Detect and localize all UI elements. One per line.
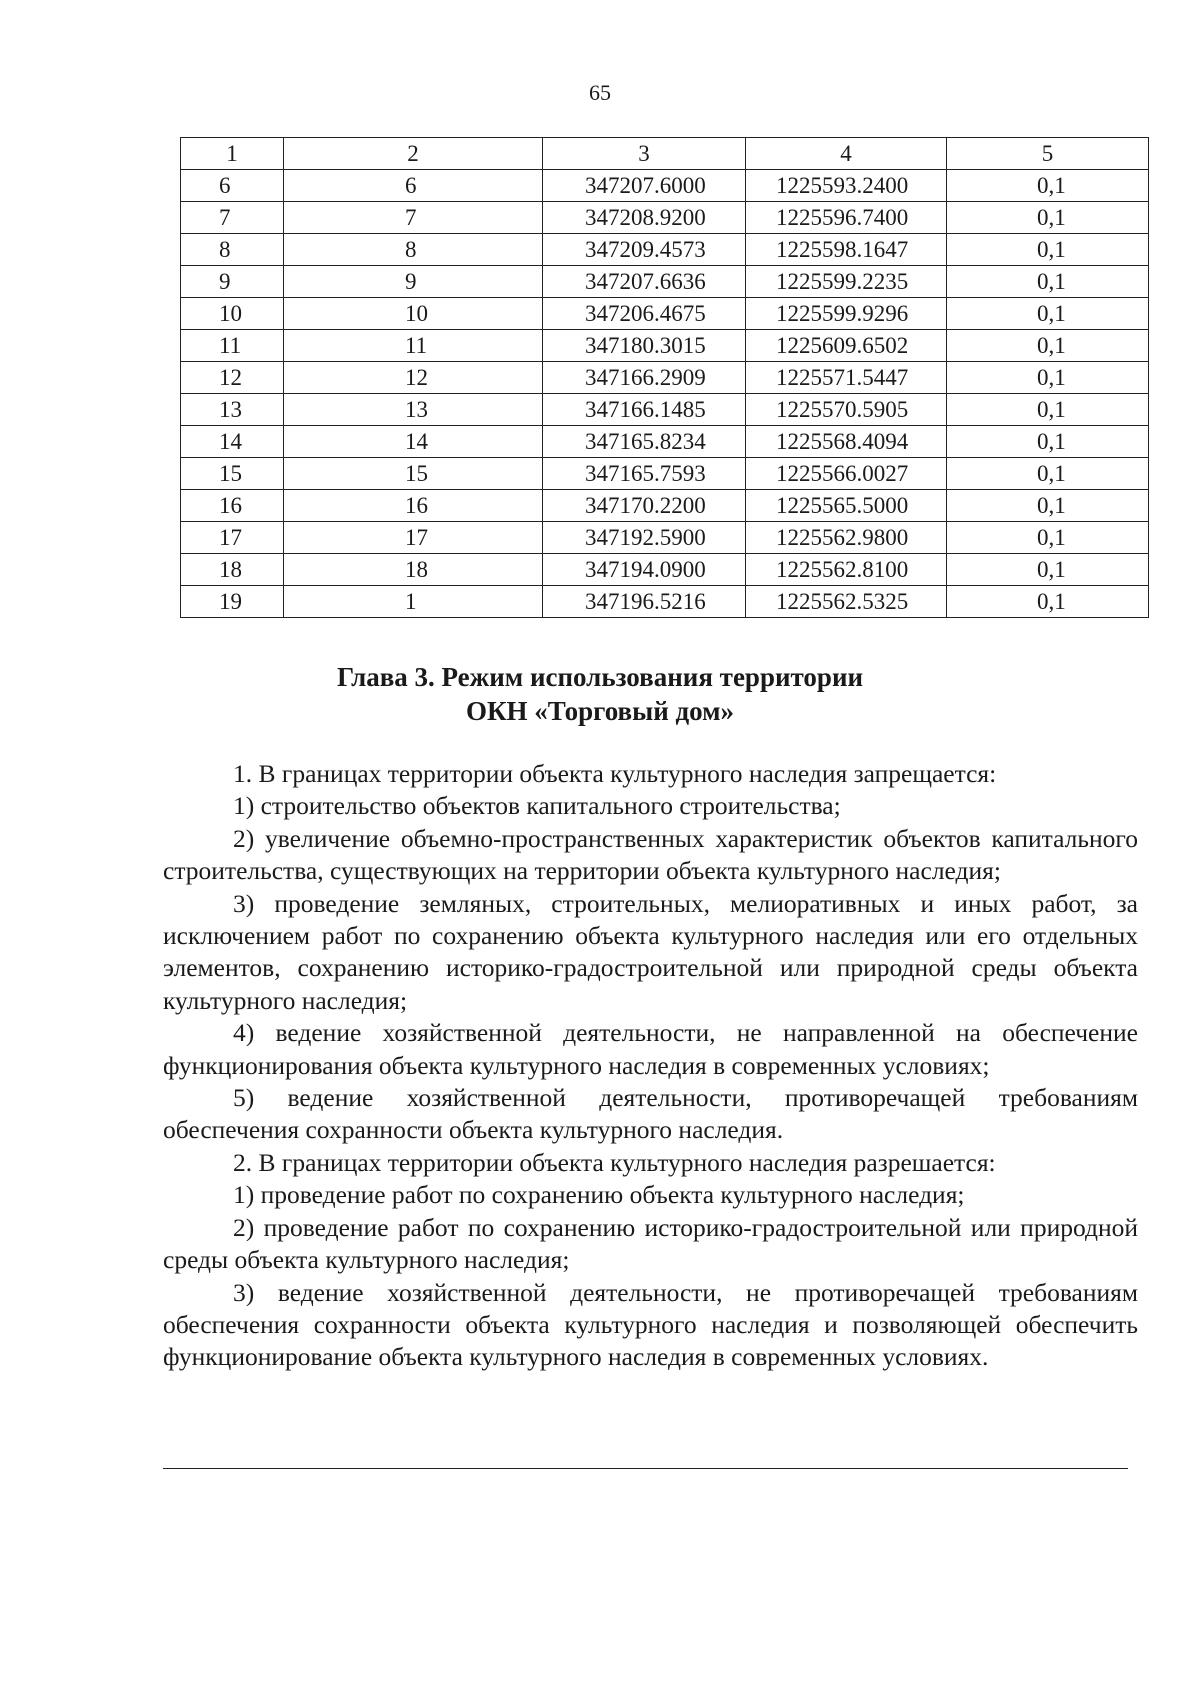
table-cell: 347165.8234: [543, 426, 746, 458]
header-cell: 4: [746, 138, 947, 170]
table-cell: 1225593.2400: [746, 170, 947, 202]
table-cell: 16: [181, 490, 284, 522]
paragraph: 4) ведение хозяйственной деятельности, не направленной на обеспечение функционирования объекта культурного наследия в современных условиях;: [163, 1018, 1138, 1080]
paragraph: 2) увеличение объемно-пространственных характеристик объектов капитального строительства, существующих на территории объекта культурного наследия;: [163, 823, 1138, 886]
table-cell: 0,1: [947, 330, 1149, 362]
table-cell: 1225598.1647: [746, 234, 947, 266]
table-row: [181, 362, 1149, 394]
table-cell: 0,1: [947, 170, 1149, 202]
table-cell: 9: [181, 266, 284, 298]
header-cell: 2: [284, 138, 543, 170]
paragraph: 3) ведение хозяйственной деятельности, не противоречащей требованиям обеспечения сохранности объекта культурного наследия и позволяющей обеспечить функционирование объекта культурного наследия в современных условиях.: [163, 1277, 1138, 1372]
table-cell: 10: [181, 298, 284, 330]
table-cell: 14: [284, 426, 543, 458]
table-cell: 0,1: [947, 202, 1149, 234]
table-cell: 16: [284, 490, 543, 522]
table-cell: 1225562.8100: [746, 554, 947, 586]
table-row: [181, 586, 1149, 618]
table-cell: 6: [181, 170, 284, 202]
table-cell: 347192.5900: [543, 522, 746, 554]
header-cell: 3: [543, 138, 746, 170]
table-cell: 347206.4675: [543, 298, 746, 330]
table-cell: 0,1: [947, 458, 1149, 490]
table-cell: 13: [284, 394, 543, 426]
table-cell: 347196.5216: [543, 586, 746, 618]
table-cell: 0,1: [947, 554, 1149, 586]
table-cell: 13: [181, 394, 284, 426]
table-row: [181, 298, 1149, 330]
table-header-row: [181, 138, 1149, 170]
paragraph: 2. В границах территории объекта культурного наследия разрешается:: [233, 1147, 996, 1177]
table-row: [181, 522, 1149, 554]
paragraph: 2) проведение работ по сохранению историко-градостроительной или природной среды объекта культурного наследия;: [163, 1212, 1138, 1275]
table-cell: 11: [284, 330, 543, 362]
table-row: [181, 554, 1149, 586]
table-cell: 17: [284, 522, 543, 554]
coordinates-table: [180, 137, 1149, 618]
table-row: [181, 330, 1149, 362]
table-cell: 0,1: [947, 298, 1149, 330]
table-cell: 1225568.4094: [746, 426, 947, 458]
table-cell: 0,1: [947, 490, 1149, 522]
table-cell: 8: [181, 234, 284, 266]
table-row: [181, 426, 1149, 458]
table-cell: 7: [181, 202, 284, 234]
paragraph: 3) проведение земляных, строительных, мелиоративных и иных работ, за исключением работ по сохранению объекта культурного наследия или его отдельных элементов, сохранению историко-градостроительной или природной среды объекта культурного наследия;: [163, 888, 1138, 1015]
table-cell: 347166.2909: [543, 362, 746, 394]
table-cell: 0,1: [947, 362, 1149, 394]
table-cell: 6: [284, 170, 543, 202]
table-cell: 347207.6636: [543, 266, 746, 298]
table-cell: 0,1: [947, 234, 1149, 266]
table-cell: 347208.9200: [543, 202, 746, 234]
paragraph: 1) строительство объектов капитального строительства;: [233, 791, 841, 821]
footer-divider: [163, 1468, 1128, 1469]
regulation-text: [163, 758, 1138, 1374]
table-cell: 19: [181, 586, 284, 618]
table-cell: 18: [181, 554, 284, 586]
table-cell: 347180.3015: [543, 330, 746, 362]
table-cell: 0,1: [947, 266, 1149, 298]
table-cell: 15: [181, 458, 284, 490]
chapter-heading-line-1: Глава 3. Режим использования территории: [336, 662, 864, 692]
table-cell: 347194.0900: [543, 554, 746, 586]
table-cell: 1225565.5000: [746, 490, 947, 522]
table-cell: 1225599.9296: [746, 298, 947, 330]
table-cell: 17: [181, 522, 284, 554]
table-row: [181, 490, 1149, 522]
table-cell: 0,1: [947, 586, 1149, 618]
table-row: [181, 266, 1149, 298]
table-cell: 12: [284, 362, 543, 394]
table-cell: 1225562.5325: [746, 586, 947, 618]
paragraph: 5) ведение хозяйственной деятельности, противоречащей требованиям обеспечения сохранности объекта культурного наследия.: [163, 1083, 1138, 1145]
table-row: [181, 458, 1149, 490]
table-cell: 1225570.5905: [746, 394, 947, 426]
table-cell: 347207.6000: [543, 170, 746, 202]
table-cell: 8: [284, 234, 543, 266]
paragraph: 1. В границах территории объекта культурного наследия запрещается:: [233, 759, 997, 788]
table-row: [181, 394, 1149, 426]
table-cell: 347166.1485: [543, 394, 746, 426]
table-cell: 15: [284, 458, 543, 490]
table-cell: 1225571.5447: [746, 362, 947, 394]
table-cell: 14: [181, 426, 284, 458]
table-cell: 18: [284, 554, 543, 586]
table-cell: 1225566.0027: [746, 458, 947, 490]
header-cell: 1: [181, 138, 284, 170]
table-cell: 0,1: [947, 394, 1149, 426]
header-cell: 5: [947, 138, 1149, 170]
table-cell: 0,1: [947, 522, 1149, 554]
table-cell: 347209.4573: [543, 234, 746, 266]
paragraph: 1) проведение работ по сохранению объекта культурного наследия;: [233, 1180, 965, 1210]
table-cell: 1225562.9800: [746, 522, 947, 554]
table-cell: 0,1: [947, 426, 1149, 458]
table-cell: 9: [284, 266, 543, 298]
table-cell: 1225596.7400: [746, 202, 947, 234]
table-cell: 347170.2200: [543, 490, 746, 522]
table-cell: 12: [181, 362, 284, 394]
table-cell: 11: [181, 330, 284, 362]
table-cell: 7: [284, 202, 543, 234]
table-cell: 1225609.6502: [746, 330, 947, 362]
table-cell: 1: [284, 586, 543, 618]
table-cell: 10: [284, 298, 543, 330]
page-number: 65: [589, 80, 611, 105]
table-row: [181, 234, 1149, 266]
table-cell: 1225599.2235: [746, 266, 947, 298]
table-row: [181, 202, 1149, 234]
table-row: [181, 170, 1149, 202]
table-cell: 347165.7593: [543, 458, 746, 490]
chapter-heading: [0, 660, 1200, 728]
chapter-heading-line-2: ОКН «Торговый дом»: [465, 696, 735, 726]
